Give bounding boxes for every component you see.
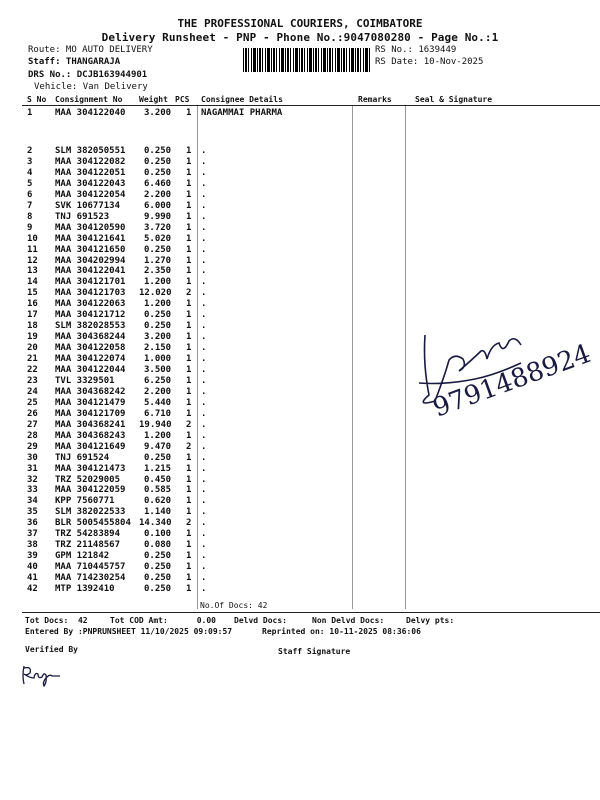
table-row <box>0 157 600 168</box>
row-consignment-no: MAA 304121479 <box>55 397 126 408</box>
row-consignment-no: TRZ 52029005 <box>55 474 121 485</box>
row-pcs: 1 <box>186 156 192 167</box>
table-row <box>0 365 600 376</box>
row-weight: 2.150 <box>144 343 172 354</box>
row-consignee-details: . <box>201 540 207 551</box>
row-weight: 3.200 <box>144 108 172 118</box>
row-consignment-no: TNJ 691524 <box>55 452 110 463</box>
row-consignment-no: MAA 304368244 <box>55 332 126 343</box>
row-weight: 3.500 <box>144 365 172 375</box>
col-pcs: PCS <box>175 95 190 104</box>
row-sno: 18 <box>27 321 38 332</box>
row-pcs: 1 <box>186 474 192 485</box>
row-sno: 6 <box>27 189 33 200</box>
row-consignment-no: MAA 304122040 <box>55 108 126 118</box>
row-weight: 9.470 <box>144 441 172 452</box>
row-consignment-no: BLR 5005455804 <box>55 518 131 529</box>
row-consignee-details: NAGAMMAI PHARMA <box>201 108 283 118</box>
row-pcs: 1 <box>186 584 192 594</box>
non-delvd-docs: Non Delvd Docs: <box>312 616 385 625</box>
row-weight: 1.215 <box>144 463 172 474</box>
table-row <box>0 168 600 179</box>
row-consignee-details: . <box>201 419 207 430</box>
row-consignment-no: MAA 304121650 <box>55 244 126 255</box>
table-row <box>0 212 600 223</box>
runsheet-subtitle: Delivery Runsheet - PNP - Phone No.:9047080280 - Page No.:1 <box>101 31 499 44</box>
row-consignee-details: . <box>201 551 207 562</box>
row-consignment-no: MAA 304122041 <box>55 266 126 277</box>
col-seal-signature: Seal & Signature <box>415 95 493 104</box>
verified-by: Verified By <box>25 645 78 654</box>
row-consignee-details: . <box>201 156 207 167</box>
entered-by: Entered By :PNPRUNSHEET 11/10/2025 09:09:57 <box>25 627 233 636</box>
row-consignee-details: . <box>201 321 207 332</box>
row-consignee-details: . <box>201 343 207 354</box>
row-sno: 35 <box>27 507 38 518</box>
table-row <box>0 190 600 201</box>
row-sno: 23 <box>27 375 38 386</box>
row-consignment-no: MAA 710445757 <box>55 562 126 573</box>
row-sno: 2 <box>27 146 33 156</box>
row-weight: 1.140 <box>144 507 172 518</box>
table-row <box>0 223 600 234</box>
row-weight: 2.350 <box>144 266 172 277</box>
row-consignee-details: . <box>201 441 207 452</box>
row-sno: 10 <box>27 233 38 244</box>
row-pcs: 1 <box>186 386 192 397</box>
table-row <box>0 332 600 343</box>
row-consignee-details: . <box>201 299 207 310</box>
table-row <box>0 376 600 387</box>
row-consignment-no: GPM 121842 <box>55 551 110 562</box>
row-weight: 0.250 <box>144 321 172 332</box>
row-weight: 0.450 <box>144 474 172 485</box>
table-row <box>0 343 600 354</box>
row-consignee-details: . <box>201 211 207 222</box>
row-sno: 41 <box>27 573 38 584</box>
row-pcs: 1 <box>186 408 192 419</box>
tot-cod: Tot COD Amt: 0.00 <box>110 616 216 625</box>
row-sno: 9 <box>27 222 33 233</box>
table-row <box>0 310 600 321</box>
table-row <box>0 551 600 562</box>
table-row <box>0 573 600 584</box>
row-consignment-no: TVL 3329501 <box>55 375 115 386</box>
row-consignee-details: . <box>201 146 207 156</box>
table-row <box>0 234 600 245</box>
row-consignee-details: . <box>201 452 207 463</box>
row-sno: 40 <box>27 562 38 573</box>
row-consignment-no: TRZ 21148567 <box>55 540 121 551</box>
barcode-icon <box>243 48 371 72</box>
row-pcs: 1 <box>186 233 192 244</box>
reprinted-on: Reprinted on: 10-11-2025 08:36:06 <box>262 627 421 636</box>
row-pcs: 1 <box>186 551 192 562</box>
row-weight: 0.250 <box>144 573 172 584</box>
table-row <box>0 108 600 119</box>
row-consignment-no: MAA 304122044 <box>55 365 126 375</box>
table-row <box>0 146 600 157</box>
drs-number: DRS No.: DCJB163944901 <box>28 70 148 80</box>
row-consignment-no: MAA 304368242 <box>55 386 126 397</box>
row-sno: 37 <box>27 529 38 540</box>
row-pcs: 1 <box>186 211 192 222</box>
row-pcs: 2 <box>186 419 192 430</box>
row-pcs: 1 <box>186 310 192 321</box>
row-weight: 0.585 <box>144 485 172 496</box>
row-pcs: 1 <box>186 540 192 551</box>
row-consignment-no: SLM 382050551 <box>55 146 126 156</box>
table-row <box>0 277 600 288</box>
row-weight: 0.620 <box>144 496 172 507</box>
row-consignee-details: . <box>201 266 207 277</box>
row-sno: 28 <box>27 430 38 441</box>
row-sno: 31 <box>27 463 38 474</box>
row-pcs: 2 <box>186 441 192 452</box>
row-sno: 26 <box>27 408 38 419</box>
row-pcs: 1 <box>186 332 192 343</box>
row-consignment-no: MAA 304121712 <box>55 310 126 321</box>
row-consignee-details: . <box>201 244 207 255</box>
row-pcs: 1 <box>186 189 192 200</box>
table-row <box>0 201 600 212</box>
row-weight: 6.250 <box>144 375 172 386</box>
row-sno: 42 <box>27 584 38 594</box>
rs-number: RS No.: 1639449 <box>375 45 457 55</box>
table-row <box>0 540 600 551</box>
row-sno: 14 <box>27 277 38 288</box>
row-sno: 38 <box>27 540 38 551</box>
row-weight: 14.340 <box>139 518 172 529</box>
row-consignee-details: . <box>201 233 207 244</box>
col-consignment: Consignment No <box>55 95 123 104</box>
staff-label: Staff: THANGARAJA <box>28 57 121 67</box>
row-consignment-no: MAA 304368243 <box>55 430 126 441</box>
row-consignee-details: . <box>201 200 207 211</box>
row-sno: 29 <box>27 441 38 452</box>
row-sno: 21 <box>27 354 38 365</box>
route-label: Route: MO AUTO DELIVERY <box>28 45 153 55</box>
row-weight: 0.250 <box>144 146 172 156</box>
row-consignee-details: . <box>201 485 207 496</box>
row-weight: 0.250 <box>144 452 172 463</box>
row-weight: 19.940 <box>139 419 172 430</box>
row-weight: 0.250 <box>144 156 172 167</box>
row-consignee-details: . <box>201 189 207 200</box>
row-consignee-details: . <box>201 463 207 474</box>
table-row <box>0 266 600 277</box>
row-pcs: 1 <box>186 452 192 463</box>
col-details: Consignee Details <box>201 95 283 104</box>
row-weight: 1.200 <box>144 430 172 441</box>
row-weight: 1.200 <box>144 277 172 288</box>
table-row <box>0 562 600 573</box>
row-consignment-no: MAA 304122054 <box>55 189 126 200</box>
row-sno: 15 <box>27 288 38 299</box>
table-row <box>0 420 600 431</box>
row-weight: 12.020 <box>139 288 172 299</box>
row-consignment-no: SLM 382022533 <box>55 507 126 518</box>
staff-signature-label: Staff Signature <box>278 647 351 656</box>
signature-phone-number: 9791488924 <box>429 338 595 424</box>
row-pcs: 1 <box>186 222 192 233</box>
row-weight: 1.000 <box>144 354 172 365</box>
row-weight: 0.250 <box>144 244 172 255</box>
row-sno: 7 <box>27 200 33 211</box>
table-row <box>0 288 600 299</box>
row-consignment-no: TRZ 54283894 <box>55 529 121 540</box>
company-title: THE PROFESSIONAL COURIERS, COIMBATORE <box>177 17 423 30</box>
footer-rule <box>22 612 600 613</box>
row-weight: 3.720 <box>144 222 172 233</box>
tot-docs: Tot Docs: 42 <box>25 616 88 625</box>
table-row <box>0 529 600 540</box>
table-row <box>0 256 600 267</box>
row-consignee-details: . <box>201 365 207 375</box>
row-pcs: 1 <box>186 266 192 277</box>
row-sno: 20 <box>27 343 38 354</box>
row-consignee-details: . <box>201 474 207 485</box>
row-weight: 9.990 <box>144 211 172 222</box>
row-sno: 32 <box>27 474 38 485</box>
row-sno: 12 <box>27 255 38 266</box>
row-sno: 11 <box>27 244 38 255</box>
row-consignment-no: MAA 304122058 <box>55 343 126 354</box>
vehicle-label: Vehicle: Van Delivery <box>34 82 148 92</box>
table-row <box>0 387 600 398</box>
row-pcs: 1 <box>186 321 192 332</box>
row-consignment-no: MAA 304122082 <box>55 156 126 167</box>
row-consignment-no: MAA 304121641 <box>55 233 126 244</box>
row-consignment-no: MAA 304122063 <box>55 299 126 310</box>
row-weight: 0.250 <box>144 167 172 178</box>
table-row <box>0 179 600 190</box>
row-pcs: 2 <box>186 518 192 529</box>
row-consignment-no: SVK 10677134 <box>55 200 121 211</box>
delvd-docs: Delvd Docs: <box>234 616 287 625</box>
row-pcs: 1 <box>186 375 192 386</box>
row-weight: 0.250 <box>144 310 172 321</box>
row-sno: 36 <box>27 518 38 529</box>
row-consignee-details: . <box>201 430 207 441</box>
table-row <box>0 475 600 486</box>
row-weight: 6.710 <box>144 408 172 419</box>
row-consignment-no: TNJ 691523 <box>55 211 110 222</box>
row-consignment-no: MTP 1392410 <box>55 584 115 594</box>
table-row <box>0 245 600 256</box>
row-sno: 8 <box>27 211 33 222</box>
row-weight: 1.270 <box>144 255 172 266</box>
row-consignment-no: MAA 304202994 <box>55 255 126 266</box>
row-consignment-no: MAA 304368241 <box>55 419 126 430</box>
row-weight: 2.200 <box>144 189 172 200</box>
table-row <box>0 485 600 496</box>
row-consignee-details: . <box>201 518 207 529</box>
row-consignment-no: MAA 304121703 <box>55 288 126 299</box>
row-sno: 19 <box>27 332 38 343</box>
row-pcs: 1 <box>186 277 192 288</box>
row-pcs: 1 <box>186 507 192 518</box>
row-weight: 6.000 <box>144 200 172 211</box>
row-sno: 30 <box>27 452 38 463</box>
row-pcs: 1 <box>186 496 192 507</box>
row-consignee-details: . <box>201 167 207 178</box>
row-consignee-details: . <box>201 288 207 299</box>
row-weight: 2.200 <box>144 386 172 397</box>
row-pcs: 1 <box>186 255 192 266</box>
row-weight: 0.080 <box>144 540 172 551</box>
table-row <box>0 431 600 442</box>
table-row <box>0 453 600 464</box>
row-pcs: 1 <box>186 244 192 255</box>
row-consignee-details: . <box>201 277 207 288</box>
row-sno: 27 <box>27 419 38 430</box>
row-sno: 25 <box>27 397 38 408</box>
row-consignee-details: . <box>201 332 207 343</box>
row-sno: 3 <box>27 156 33 167</box>
row-sno: 13 <box>27 266 38 277</box>
row-consignment-no: MAA 304121473 <box>55 463 126 474</box>
row-weight: 6.460 <box>144 178 172 189</box>
table-row <box>0 584 600 595</box>
row-weight: 0.250 <box>144 562 172 573</box>
row-consignee-details: . <box>201 529 207 540</box>
row-weight: 0.250 <box>144 584 172 594</box>
row-consignee-details: . <box>201 584 207 594</box>
row-consignee-details: . <box>201 496 207 507</box>
col-sno: S No <box>27 95 47 104</box>
row-pcs: 1 <box>186 299 192 310</box>
row-sno: 22 <box>27 365 38 375</box>
row-pcs: 1 <box>186 343 192 354</box>
row-pcs: 1 <box>186 573 192 584</box>
table-row <box>0 354 600 365</box>
row-pcs: 1 <box>186 146 192 156</box>
header-rule <box>22 105 600 106</box>
row-consignee-details: . <box>201 375 207 386</box>
row-pcs: 1 <box>186 463 192 474</box>
row-consignee-details: . <box>201 222 207 233</box>
delvy-pts: Delvy pts: <box>406 616 455 625</box>
row-weight: 0.250 <box>144 551 172 562</box>
row-consignment-no: KPP 7560771 <box>55 496 115 507</box>
row-pcs: 1 <box>186 354 192 365</box>
col-weight: Weight <box>139 95 168 104</box>
row-pcs: 1 <box>186 562 192 573</box>
verifier-initials <box>20 662 65 687</box>
row-weight: 1.200 <box>144 299 172 310</box>
row-pcs: 1 <box>186 167 192 178</box>
row-weight: 0.100 <box>144 529 172 540</box>
row-pcs: 1 <box>186 108 192 118</box>
row-sno: 1 <box>27 108 33 118</box>
row-weight: 5.440 <box>144 397 172 408</box>
table-row <box>0 409 600 420</box>
row-sno: 24 <box>27 386 38 397</box>
table-row <box>0 464 600 475</box>
row-consignee-details: . <box>201 408 207 419</box>
table-row <box>0 398 600 409</box>
row-consignee-details: . <box>201 562 207 573</box>
row-consignee-details: . <box>201 507 207 518</box>
row-consignment-no: MAA 304121709 <box>55 408 126 419</box>
col-remarks: Remarks <box>358 95 392 104</box>
table-row <box>0 442 600 453</box>
row-sno: 5 <box>27 178 33 189</box>
row-consignment-no: MAA 304122043 <box>55 178 126 189</box>
row-consignee-details: . <box>201 573 207 584</box>
table-row <box>0 518 600 529</box>
row-consignment-no: MAA 304121649 <box>55 441 126 452</box>
row-pcs: 1 <box>186 365 192 375</box>
row-consignee-details: . <box>201 255 207 266</box>
row-consignment-no: SLM 382028553 <box>55 321 126 332</box>
row-consignee-details: . <box>201 354 207 365</box>
row-weight: 3.200 <box>144 332 172 343</box>
table-row <box>0 496 600 507</box>
row-consignee-details: . <box>201 397 207 408</box>
row-sno: 17 <box>27 310 38 321</box>
row-consignment-no: MAA 304122059 <box>55 485 126 496</box>
row-consignment-no: MAA 304121701 <box>55 277 126 288</box>
row-sno: 39 <box>27 551 38 562</box>
row-pcs: 1 <box>186 397 192 408</box>
row-sno: 4 <box>27 167 33 178</box>
row-consignee-details: . <box>201 310 207 321</box>
row-pcs: 1 <box>186 178 192 189</box>
row-consignee-details: . <box>201 178 207 189</box>
row-consignment-no: MAA 714230254 <box>55 573 126 584</box>
table-row <box>0 321 600 332</box>
row-sno: 33 <box>27 485 38 496</box>
row-consignment-no: MAA 304120590 <box>55 222 126 233</box>
row-consignment-no: MAA 304122074 <box>55 354 126 365</box>
row-consignee-details: . <box>201 386 207 397</box>
row-pcs: 2 <box>186 288 192 299</box>
row-sno: 16 <box>27 299 38 310</box>
row-pcs: 1 <box>186 485 192 496</box>
row-pcs: 1 <box>186 430 192 441</box>
row-sno: 34 <box>27 496 38 507</box>
row-weight: 5.020 <box>144 233 172 244</box>
no-of-docs: No.Of Docs: 42 <box>200 601 268 610</box>
row-pcs: 1 <box>186 529 192 540</box>
table-row <box>0 299 600 310</box>
row-consignment-no: MAA 304122051 <box>55 167 126 178</box>
table-row <box>0 507 600 518</box>
rs-date: RS Date: 10-Nov-2025 <box>375 57 484 67</box>
row-pcs: 1 <box>186 200 192 211</box>
